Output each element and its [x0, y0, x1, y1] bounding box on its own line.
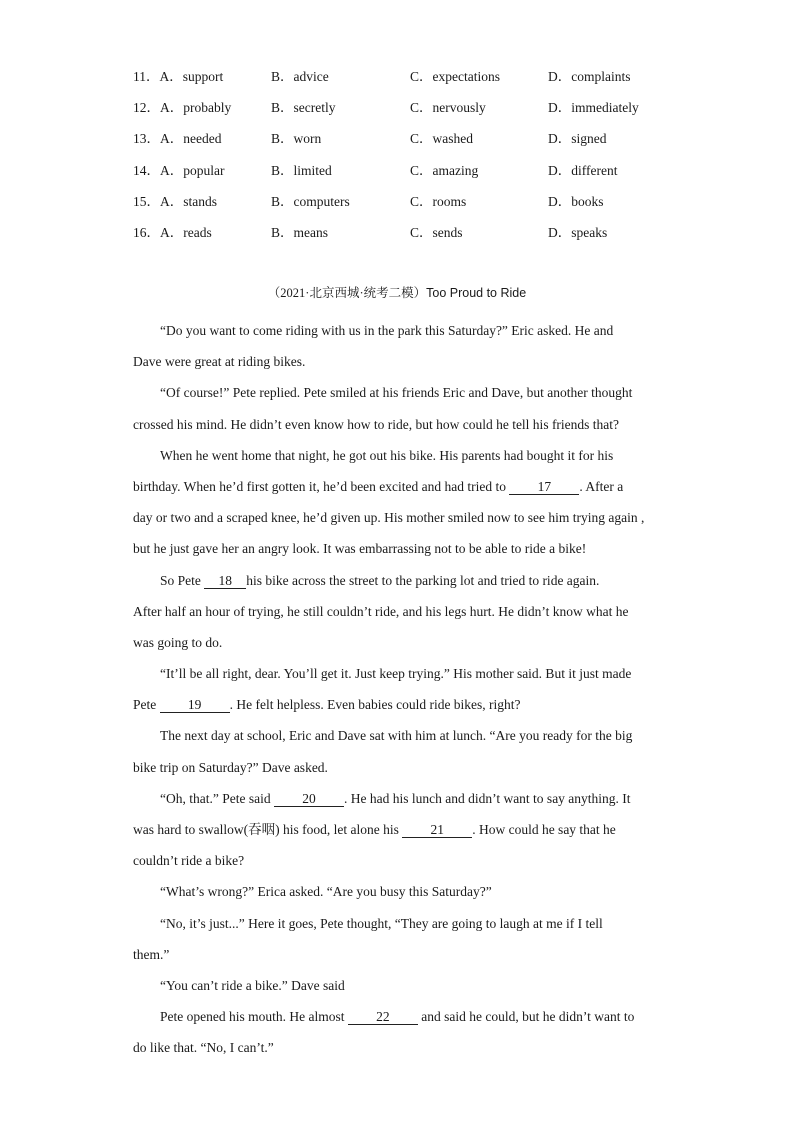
- option-a-text: A．needed: [160, 131, 222, 147]
- line-text: birthday. When he’d first gotten it, he’d been excited and had tried to: [133, 478, 510, 494]
- question-number: 12．: [133, 100, 160, 116]
- passage-line: [133, 565, 663, 596]
- passage-line: Dave were great at riding bikes.: [133, 354, 306, 370]
- blank-20: 20: [274, 792, 344, 807]
- option-row-11: [133, 66, 693, 97]
- passage-title: Too Proud to Ride: [426, 286, 527, 300]
- line-text: So Pete: [160, 572, 205, 588]
- option-c: C．washed: [410, 131, 473, 147]
- passage-line: [133, 1001, 663, 1032]
- question-number: 15．: [133, 193, 160, 209]
- line-text: Pete opened his mouth. He almost: [160, 1009, 348, 1025]
- line-text: was hard to swallow(吞咽) his food, let alone his: [133, 822, 403, 837]
- line-text: . He felt helpless. Even babies could ride bikes, right?: [229, 697, 521, 713]
- option-a-text: A．stands: [160, 193, 217, 209]
- blank-22: 22: [348, 1010, 418, 1025]
- passage-line: bike trip on Saturday?” Dave asked.: [133, 759, 328, 775]
- line-text: “Oh, that.” Pete said: [160, 790, 274, 806]
- option-c: C．nervously: [410, 100, 486, 116]
- option-d: D．signed: [548, 131, 607, 147]
- line-text: and said he could, but he didn’t want to: [417, 1009, 635, 1025]
- option-c: C．rooms: [410, 193, 467, 209]
- passage-line: After half an hour of trying, he still couldn’t ride, and his legs hurt. He didn’t know what he: [133, 603, 629, 619]
- blank-21: 21: [402, 823, 472, 838]
- passage-line: [133, 689, 663, 720]
- line-text: . He had his lunch and didn’t want to say anything. It: [343, 790, 631, 806]
- line-text: his bike across the street to the parking lot and tried to ride again.: [246, 572, 600, 588]
- option-row-14: [133, 160, 693, 191]
- option-a: [133, 66, 223, 87]
- passage-line: “It’ll be all right, dear. You’ll get it. Just keep trying.” His mother said. But it just made: [160, 666, 632, 682]
- question-number: 14．: [133, 162, 160, 178]
- question-number: 13．: [133, 131, 160, 147]
- passage-line: [133, 814, 663, 845]
- passage-line: but he just gave her an angry look. It was embarrassing not to be able to ride a bike!: [133, 541, 587, 557]
- option-a: [133, 222, 212, 243]
- option-b: B．computers: [271, 193, 350, 209]
- passage-line: “What’s wrong?” Erica asked. “Are you busy this Saturday?”: [160, 884, 492, 900]
- passage-line: The next day at school, Eric and Dave sat with him at lunch. “Are you ready for the big: [160, 728, 633, 744]
- passage-line: “You can’t ride a bike.” Dave said: [160, 977, 345, 993]
- option-b: B．advice: [271, 69, 329, 84]
- option-a: [133, 191, 217, 212]
- blank-19: 19: [160, 698, 230, 713]
- option-b: B．worn: [271, 131, 322, 147]
- line-text: . How could he say that he: [472, 822, 616, 837]
- option-a: [133, 97, 231, 118]
- blank-17: 17: [509, 480, 579, 495]
- option-b: B．means: [271, 224, 328, 240]
- option-a-text: A．popular: [160, 162, 225, 178]
- option-b: B．secretly: [271, 100, 336, 116]
- passage-line: was going to do.: [133, 634, 223, 650]
- option-c: C．amazing: [410, 162, 479, 178]
- option-a: [133, 128, 221, 149]
- passage-line: day or two and a scraped knee, he’d given up. His mother smiled now to see him trying again ,: [133, 510, 645, 526]
- option-row-16: [133, 222, 693, 253]
- passage-line: “Do you want to come riding with us in the park this Saturday?” Eric asked. He and: [160, 323, 614, 338]
- option-row-13: [133, 128, 693, 159]
- passage-line: crossed his mind. He didn’t even know how to ride, but how could he tell his friends that?: [133, 416, 620, 432]
- option-b: B．limited: [271, 162, 332, 178]
- passage-line: “Of course!” Pete replied. Pete smiled at his friends Eric and Dave, but another thought: [160, 385, 633, 401]
- passage-heading: [0, 283, 794, 303]
- question-number: 11．: [133, 69, 160, 84]
- answer-options: [133, 66, 693, 253]
- option-d: D．books: [548, 193, 604, 209]
- passage-line: When he went home that night, he got out his bike. His parents had bought it for his: [160, 447, 614, 463]
- option-row-15: [133, 191, 693, 222]
- passage-line: [133, 783, 663, 814]
- option-a-text: A．reads: [160, 224, 212, 240]
- option-c: C．expectations: [410, 69, 500, 84]
- passage-body: [133, 315, 663, 1064]
- option-c: C．sends: [410, 224, 463, 240]
- passage-line: “No, it’s just...” Here it goes, Pete thought, “They are going to laugh at me if I tell: [160, 915, 603, 931]
- option-a: [133, 160, 225, 181]
- passage-line: couldn’t ride a bike?: [133, 853, 245, 869]
- passage-line: [133, 471, 663, 502]
- option-d: D．different: [548, 162, 618, 178]
- option-d: D．immediately: [548, 100, 639, 116]
- passage-line: do like that. “No, I can’t.”: [133, 1040, 274, 1056]
- blank-18: 18: [204, 574, 246, 589]
- option-a-text: A．probably: [160, 100, 232, 116]
- passage-source: （2021·北京西城·统考二模）: [267, 286, 427, 300]
- option-a-text: A．support: [159, 69, 224, 84]
- line-text: . After a: [579, 478, 624, 494]
- passage-line: them.”: [133, 946, 170, 962]
- question-number: 16．: [133, 224, 160, 240]
- line-text: Pete: [133, 697, 160, 713]
- option-d: D．complaints: [548, 69, 631, 84]
- option-row-12: [133, 97, 693, 128]
- option-d: D．speaks: [548, 224, 608, 240]
